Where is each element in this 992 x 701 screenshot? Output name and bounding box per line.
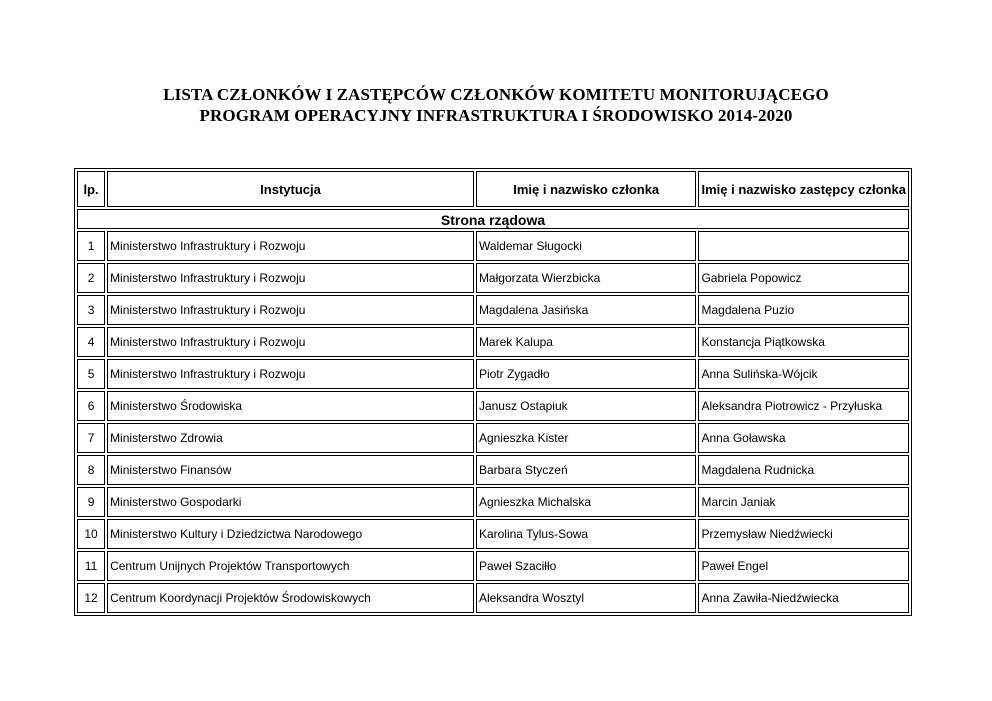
row-institution: Ministerstwo Infrastruktury i Rozwoju [107, 231, 474, 261]
row-lp: 1 [77, 231, 105, 261]
row-institution: Ministerstwo Infrastruktury i Rozwoju [107, 327, 474, 357]
row-deputy: Przemysław Niedźwiecki [698, 519, 909, 549]
row-deputy: Gabriela Popowicz [698, 263, 909, 293]
row-member: Magdalena Jasińska [476, 295, 697, 325]
members-table [74, 168, 912, 616]
row-deputy: Magdalena Puzio [698, 295, 909, 325]
row-deputy: Anna Zawiła-Niedźwiecka [698, 583, 909, 613]
table-row [77, 455, 909, 485]
header-lp: lp. [77, 171, 105, 207]
row-lp: 7 [77, 423, 105, 453]
table-row [77, 295, 909, 325]
row-lp: 2 [77, 263, 105, 293]
table-row [77, 423, 909, 453]
row-deputy [698, 231, 909, 261]
table-row [77, 263, 909, 293]
row-member: Agnieszka Kister [476, 423, 697, 453]
row-institution: Ministerstwo Środowiska [107, 391, 474, 421]
row-lp: 9 [77, 487, 105, 517]
row-member: Waldemar Sługocki [476, 231, 697, 261]
header-row [77, 171, 909, 207]
table-row [77, 487, 909, 517]
header-institution: Instytucja [107, 171, 474, 207]
title-line-2: PROGRAM OPERACYJNY INFRASTRUKTURA I ŚRODOWISKO 2014-2020 [199, 106, 793, 125]
section-label: Strona rządowa [77, 209, 909, 229]
row-lp: 4 [77, 327, 105, 357]
row-deputy: Aleksandra Piotrowicz - Przyłuska [698, 391, 909, 421]
row-deputy: Konstancja Piątkowska [698, 327, 909, 357]
row-lp: 12 [77, 583, 105, 613]
table-row [77, 359, 909, 389]
section-row [77, 209, 909, 229]
row-institution: Ministerstwo Finansów [107, 455, 474, 485]
row-institution: Ministerstwo Gospodarki [107, 487, 474, 517]
row-lp: 5 [77, 359, 105, 389]
title-line-1: LISTA CZŁONKÓW I ZASTĘPCÓW CZŁONKÓW KOMITETU MONITORUJĄCEGO [163, 85, 829, 104]
row-deputy: Magdalena Rudnicka [698, 455, 909, 485]
row-lp: 6 [77, 391, 105, 421]
row-member: Małgorzata Wierzbicka [476, 263, 697, 293]
row-member: Barbara Styczeń [476, 455, 697, 485]
row-member: Marek Kalupa [476, 327, 697, 357]
table-row [77, 551, 909, 581]
header-member: Imię i nazwisko członka [476, 171, 697, 207]
row-institution: Ministerstwo Zdrowia [107, 423, 474, 453]
row-deputy: Anna Goławska [698, 423, 909, 453]
row-deputy: Paweł Engel [698, 551, 909, 581]
row-institution: Ministerstwo Kultury i Dziedzictwa Narodowego [107, 519, 474, 549]
row-deputy: Marcin Janiak [698, 487, 909, 517]
row-lp: 10 [77, 519, 105, 549]
table-row [77, 391, 909, 421]
row-institution: Ministerstwo Infrastruktury i Rozwoju [107, 263, 474, 293]
row-institution: Ministerstwo Infrastruktury i Rozwoju [107, 359, 474, 389]
row-institution: Centrum Koordynacji Projektów Środowiskowych [107, 583, 474, 613]
row-lp: 8 [77, 455, 105, 485]
row-lp: 11 [77, 551, 105, 581]
table-row [77, 519, 909, 549]
table-row [77, 583, 909, 613]
row-deputy: Anna Sulińska-Wójcik [698, 359, 909, 389]
row-member: Karolina Tylus-Sowa [476, 519, 697, 549]
table-row [77, 327, 909, 357]
row-institution: Ministerstwo Infrastruktury i Rozwoju [107, 295, 474, 325]
row-member: Agnieszka Michalska [476, 487, 697, 517]
document-title [0, 84, 992, 126]
row-institution: Centrum Unijnych Projektów Transportowych [107, 551, 474, 581]
row-member: Paweł Szaciłło [476, 551, 697, 581]
row-lp: 3 [77, 295, 105, 325]
table-row [77, 231, 909, 261]
row-member: Aleksandra Wosztyl [476, 583, 697, 613]
row-member: Janusz Ostapiuk [476, 391, 697, 421]
row-member: Piotr Zygadło [476, 359, 697, 389]
header-deputy: Imię i nazwisko zastępcy członka [698, 171, 909, 207]
